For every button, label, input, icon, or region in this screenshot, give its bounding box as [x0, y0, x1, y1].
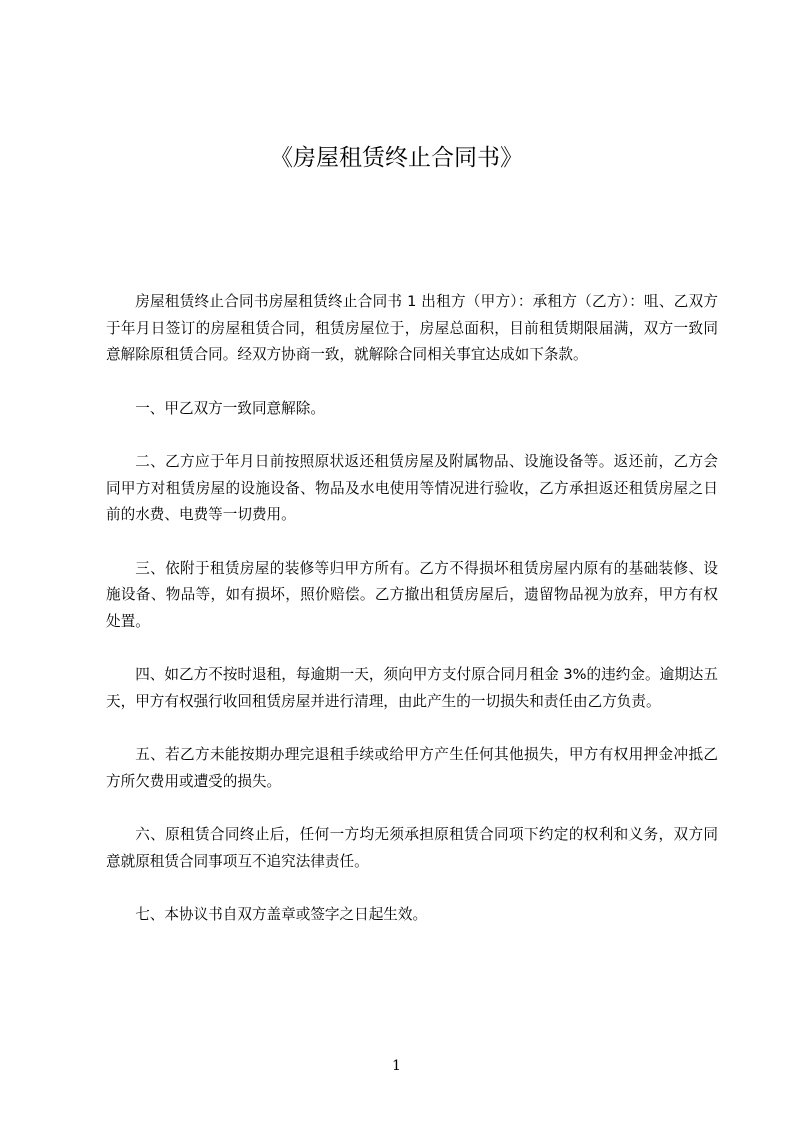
page-number: 1	[392, 1058, 401, 1074]
document-body	[106, 289, 718, 956]
document-title: 《房屋租赁终止合同书》	[270, 145, 523, 171]
clause-5: 五、若乙方未能按期办理完退租手续或给甲方产生任何其他损失，甲方有权用押金冲抵乙方所欠费用或遭受的损失。	[106, 746, 718, 790]
clause-3: 三、依附于租赁房屋的装修等归甲方所有。乙方不得损坏租赁房屋内原有的基础装修、设施设备、物品等，如有损坏，照价赔偿。乙方撤出租赁房屋后，遗留物品视为放弃，甲方有权处置。	[106, 559, 718, 630]
clause-4: 四、如乙方不按时退租，每逾期一天，须向甲方支付原合同月租金 3%的违约金。逾期达五天，甲方有权强行收回租赁房屋并进行清理，由此产生的一切损失和责任由乙方负责。	[106, 666, 718, 710]
clause-2: 二、乙方应于年月日前按照原状返还租赁房屋及附属物品、设施设备等。返还前，乙方会同甲方对租赁房屋的设施设备、物品及水电使用等情况进行验收，乙方承担返还租赁房屋之日前的水费、电费等一切费用。	[106, 453, 718, 523]
clause-6: 六、原租赁合同终止后，任何一方均无须承担原租赁合同项下约定的权利和义务，双方同意就原租赁合同事项互不追究法律责任。	[106, 826, 718, 870]
clause-7: 七、本协议书自双方盖章或签字之日起生效。	[135, 906, 428, 923]
clause-1: 一、甲乙双方一致同意解除。	[135, 399, 325, 417]
intro-paragraph: 房屋租赁终止合同书房屋租赁终止合同书 1 出租方（甲方）：承租方（乙方）：咀、乙双方于年月日签订的房屋租赁合同，租赁房屋位于，房屋总面积，目前租赁期限届满，双方一致同意解除原租赁合同。经双方协商一致，就解除合同相关事宜达成如下条款。	[106, 293, 718, 363]
